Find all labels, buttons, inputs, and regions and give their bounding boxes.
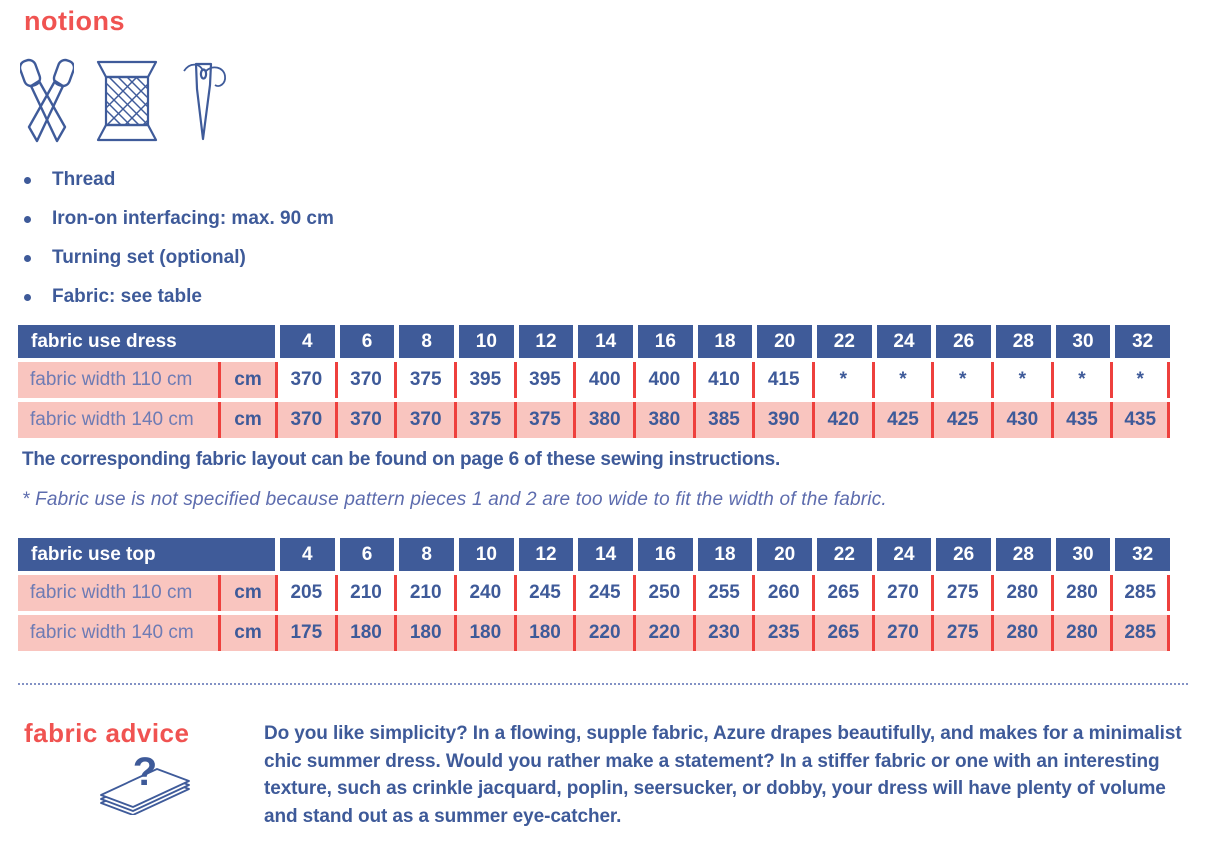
row-label-cell: fabric width 140 cm xyxy=(18,615,218,651)
notions-list-item xyxy=(24,286,1213,308)
notions-item-label: Fabric: see table xyxy=(52,286,202,307)
value-cell: 230 xyxy=(693,615,753,651)
value-cell: * xyxy=(812,362,872,398)
value-cell: 280 xyxy=(991,575,1051,611)
value-cell: 260 xyxy=(752,575,812,611)
size-header-cell: 6 xyxy=(335,538,395,571)
value-cell: 375 xyxy=(514,402,574,438)
size-header-cell: 12 xyxy=(514,538,574,571)
size-header-cell: 28 xyxy=(991,538,1051,571)
size-header-cell: 4 xyxy=(275,325,335,358)
notions-list-item xyxy=(24,208,1213,230)
table-data-row xyxy=(18,402,1170,438)
value-cell: 275 xyxy=(931,575,991,611)
table-header-row xyxy=(18,325,1170,358)
value-cell: 390 xyxy=(752,402,812,438)
size-header-cell: 18 xyxy=(693,538,753,571)
size-header-cell: 26 xyxy=(931,325,991,358)
value-cell: * xyxy=(1110,362,1170,398)
value-cell: * xyxy=(991,362,1051,398)
row-label-cell: fabric width 140 cm xyxy=(18,402,218,438)
needle-icon xyxy=(180,59,230,143)
value-cell: 410 xyxy=(693,362,753,398)
size-header-cell: 26 xyxy=(931,538,991,571)
value-cell: 280 xyxy=(991,615,1051,651)
table-title: fabric use top xyxy=(18,538,275,571)
table-data-row xyxy=(18,362,1170,398)
fabric-layout-note: The corresponding fabric layout can be found on page 6 of these sewing instructions. xyxy=(22,449,781,470)
size-header-cell: 16 xyxy=(633,538,693,571)
notions-item-label: Thread xyxy=(52,169,116,190)
value-cell: 210 xyxy=(335,575,395,611)
value-cell: 220 xyxy=(573,615,633,651)
notions-heading: notions xyxy=(24,6,125,36)
value-cell: 375 xyxy=(454,402,514,438)
size-header-cell: 8 xyxy=(394,325,454,358)
value-cell: 385 xyxy=(693,402,753,438)
size-header-cell: 8 xyxy=(394,538,454,571)
value-cell: 180 xyxy=(514,615,574,651)
value-cell: 210 xyxy=(394,575,454,611)
notions-item-label: Turning set (optional) xyxy=(52,247,246,268)
value-cell: 435 xyxy=(1110,402,1170,438)
value-cell: * xyxy=(1051,362,1111,398)
size-header-cell: 18 xyxy=(693,325,753,358)
value-cell: 425 xyxy=(931,402,991,438)
value-cell: 435 xyxy=(1051,402,1111,438)
notions-list-item xyxy=(24,247,1213,269)
fabric-use-dress-table xyxy=(18,325,1170,438)
value-cell: 265 xyxy=(812,615,872,651)
value-cell: 420 xyxy=(812,402,872,438)
value-cell: 400 xyxy=(633,362,693,398)
bullet-icon xyxy=(24,255,31,262)
value-cell: 280 xyxy=(1051,575,1111,611)
notions-list xyxy=(0,169,1213,308)
value-cell: 265 xyxy=(812,575,872,611)
asterisk-note: * Fabric use is not specified because pattern pieces 1 and 2 are too wide to fit the width of the fabric. xyxy=(22,489,887,510)
unit-cell: cm xyxy=(218,615,275,651)
unit-cell: cm xyxy=(218,362,275,398)
value-cell: 275 xyxy=(931,615,991,651)
table-title: fabric use dress xyxy=(18,325,275,358)
value-cell: 180 xyxy=(394,615,454,651)
fabric-question-icon xyxy=(79,749,183,820)
size-header-cell: 22 xyxy=(812,325,872,358)
size-header-cell: 4 xyxy=(275,538,335,571)
size-header-cell: 30 xyxy=(1051,538,1111,571)
unit-cell: cm xyxy=(218,402,275,438)
question-mark-glyph: ? xyxy=(132,750,158,794)
unit-cell: cm xyxy=(218,575,275,611)
value-cell: 245 xyxy=(573,575,633,611)
size-header-cell: 16 xyxy=(633,325,693,358)
table-header-row xyxy=(18,538,1170,571)
table-data-row xyxy=(18,615,1170,651)
value-cell: * xyxy=(931,362,991,398)
section-divider xyxy=(18,683,1188,685)
bullet-icon xyxy=(24,177,31,184)
value-cell: 245 xyxy=(514,575,574,611)
value-cell: 370 xyxy=(394,402,454,438)
size-header-cell: 22 xyxy=(812,538,872,571)
fabric-use-top-table xyxy=(18,538,1170,651)
value-cell: 250 xyxy=(633,575,693,611)
fabric-advice-section xyxy=(24,718,1213,830)
size-header-cell: 12 xyxy=(514,325,574,358)
value-cell: 220 xyxy=(633,615,693,651)
size-header-cell: 20 xyxy=(752,325,812,358)
value-cell: 255 xyxy=(693,575,753,611)
value-cell: 380 xyxy=(573,402,633,438)
size-header-cell: 20 xyxy=(752,538,812,571)
value-cell: 180 xyxy=(335,615,395,651)
size-header-cell: 24 xyxy=(872,538,932,571)
value-cell: 380 xyxy=(633,402,693,438)
size-header-cell: 6 xyxy=(335,325,395,358)
value-cell: 400 xyxy=(573,362,633,398)
fabric-advice-text: Do you like simplicity? In a flowing, supple fabric, Azure drapes beautifully, and makes for a minimalist chic summer dress. Would you rather make a statement? In a stiffer fabric or one with an interesting texture, such as crinkle jacquard, poplin, seersucker, or dobby, your dress will have plenty of volume and stand out as a summer eye-catcher. xyxy=(264,723,1182,827)
value-cell: 370 xyxy=(335,362,395,398)
value-cell: 375 xyxy=(394,362,454,398)
value-cell: * xyxy=(872,362,932,398)
bullet-icon xyxy=(24,216,31,223)
notions-icons xyxy=(20,57,1213,145)
size-header-cell: 10 xyxy=(454,538,514,571)
value-cell: 370 xyxy=(275,402,335,438)
fabric-advice-heading: fabric advice xyxy=(24,718,190,748)
size-header-cell: 24 xyxy=(872,325,932,358)
value-cell: 395 xyxy=(514,362,574,398)
row-label-cell: fabric width 110 cm xyxy=(18,362,218,398)
notions-list-item xyxy=(24,169,1213,191)
value-cell: 180 xyxy=(454,615,514,651)
value-cell: 270 xyxy=(872,615,932,651)
value-cell: 425 xyxy=(872,402,932,438)
size-header-cell: 14 xyxy=(573,325,633,358)
size-header-cell: 10 xyxy=(454,325,514,358)
row-label-cell: fabric width 110 cm xyxy=(18,575,218,611)
scissors-icon xyxy=(20,57,74,145)
value-cell: 415 xyxy=(752,362,812,398)
thread-spool-icon xyxy=(96,60,158,142)
value-cell: 235 xyxy=(752,615,812,651)
value-cell: 395 xyxy=(454,362,514,398)
value-cell: 205 xyxy=(275,575,335,611)
value-cell: 280 xyxy=(1051,615,1111,651)
value-cell: 370 xyxy=(335,402,395,438)
size-header-cell: 14 xyxy=(573,538,633,571)
value-cell: 270 xyxy=(872,575,932,611)
size-header-cell: 30 xyxy=(1051,325,1111,358)
value-cell: 175 xyxy=(275,615,335,651)
notions-item-label: Iron-on interfacing: max. 90 cm xyxy=(52,208,334,229)
size-header-cell: 28 xyxy=(991,325,1051,358)
value-cell: 285 xyxy=(1110,615,1170,651)
size-header-cell: 32 xyxy=(1110,538,1170,571)
bullet-icon xyxy=(24,294,31,301)
table-data-row xyxy=(18,575,1170,611)
value-cell: 285 xyxy=(1110,575,1170,611)
fabric-advice-header xyxy=(24,718,238,830)
value-cell: 240 xyxy=(454,575,514,611)
size-header-cell: 32 xyxy=(1110,325,1170,358)
value-cell: 430 xyxy=(991,402,1051,438)
value-cell: 370 xyxy=(275,362,335,398)
